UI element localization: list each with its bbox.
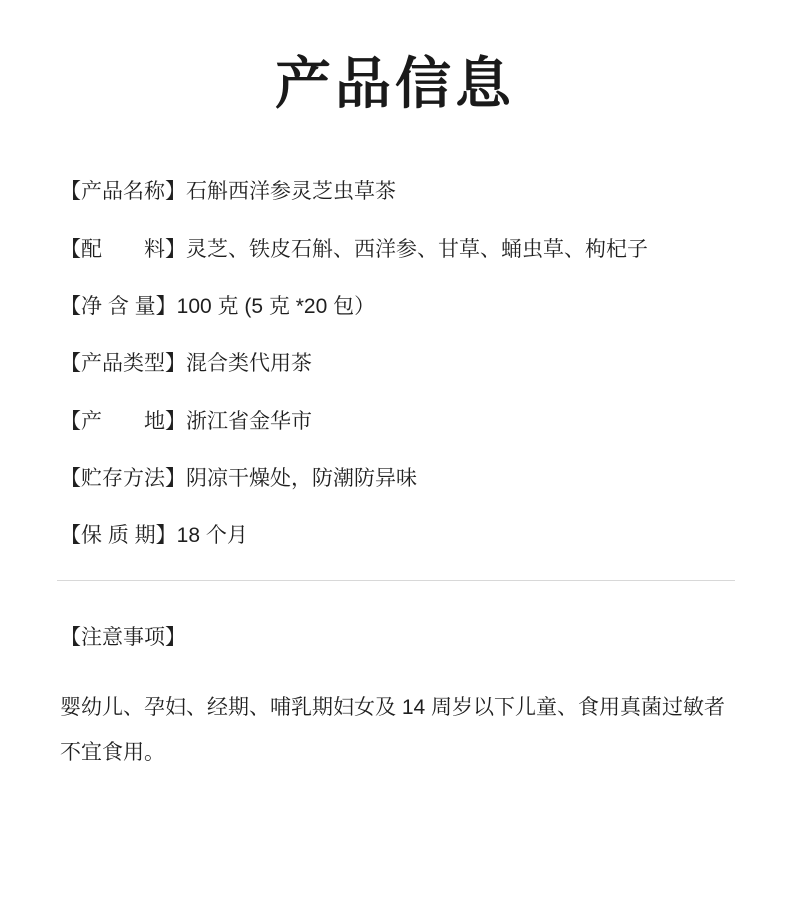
info-row xyxy=(60,408,735,436)
info-row xyxy=(60,350,735,378)
info-row-value: 阴凉干燥处，防潮防异味 xyxy=(186,467,417,491)
section-divider xyxy=(57,580,735,581)
info-row-label: 【净 含 量】 xyxy=(60,295,177,319)
info-row xyxy=(60,465,735,493)
info-row-value: 灵芝、铁皮石斛、西洋参、甘草、蛹虫草、枸杞子 xyxy=(186,237,648,261)
info-row-label: 【产品类型】 xyxy=(60,352,186,376)
info-row-label: 【产 地】 xyxy=(60,409,186,433)
info-row xyxy=(60,236,735,264)
page-title: 产品信息 xyxy=(275,52,515,115)
info-row xyxy=(60,522,735,550)
info-row-label: 【配 料】 xyxy=(60,237,186,261)
info-row-value: 18 个月 xyxy=(176,524,248,548)
notice-section xyxy=(0,621,790,775)
info-row xyxy=(60,178,735,206)
info-row-label: 【保 质 期】 xyxy=(60,524,177,548)
info-row xyxy=(60,293,735,321)
info-row-value: 100 克 (5 克 *20 包） xyxy=(176,295,376,319)
info-row-value: 混合类代用茶 xyxy=(186,352,312,376)
info-row-value: 石斛西洋参灵芝虫草茶 xyxy=(186,180,396,204)
info-row-value: 浙江省金华市 xyxy=(186,409,312,433)
info-row-label: 【产品名称】 xyxy=(60,180,186,204)
notice-title: 【注意事项】 xyxy=(60,625,186,649)
product-info-list xyxy=(0,178,790,550)
notice-text: 婴幼儿、孕妇、经期、哺乳期妇女及 14 周岁以下儿童、食用真菌过敏者不宜食用。 xyxy=(60,695,726,764)
info-row-label: 【贮存方法】 xyxy=(60,467,186,491)
